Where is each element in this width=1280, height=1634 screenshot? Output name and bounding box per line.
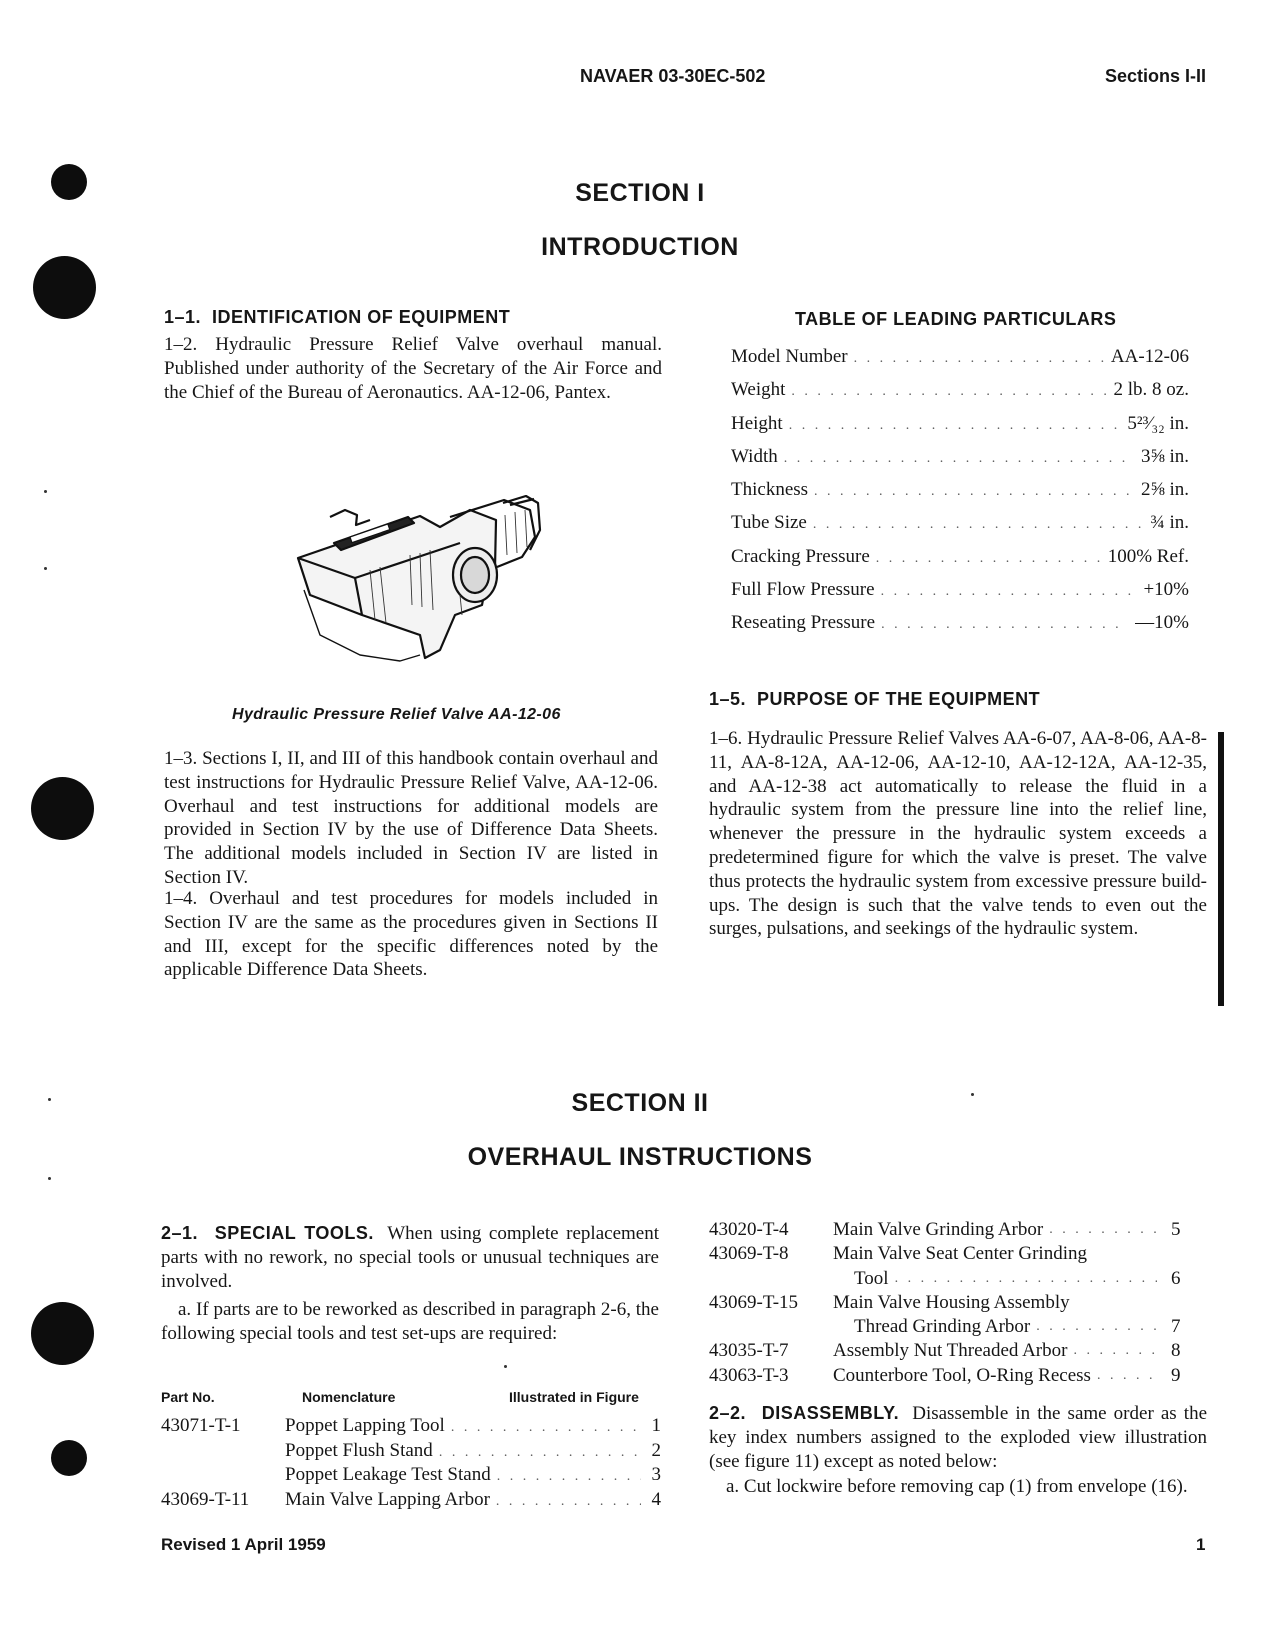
section-1-number: SECTION I	[575, 179, 705, 207]
tool-name-text: Thread Grinding Arbor	[854, 1316, 1031, 1338]
disassembly-paragraph	[709, 1402, 1207, 1473]
tool-part-number: 43069-T-15	[709, 1291, 799, 1313]
special-tools-intro: When using complete replacement parts with no rework, no special tools or unusual techniques are involved.	[161, 1223, 659, 1292]
tool-part-number: 43020-T-4	[709, 1219, 789, 1240]
tool-name-text: Main Valve Housing Assembly	[833, 1291, 1070, 1313]
tool-row	[161, 1489, 661, 1514]
column-header-part-no: Part No.	[161, 1389, 215, 1405]
page-number: 1	[1196, 1535, 1206, 1554]
binder-hole-middle	[31, 777, 94, 840]
identification-heading: 1–1. IDENTIFICATION OF EQUIPMENT	[164, 307, 511, 327]
revision-date: Revised 1 April 1959	[161, 1535, 326, 1554]
leader-dots	[784, 451, 1135, 467]
tool-name	[854, 1267, 1163, 1291]
purpose-paragraph: 1–6. Hydraulic Pressure Relief Valves AA-6-07, AA-8-06, AA-8-11, AA-8-12A, AA-12-06, AA-12-10, AA-12-12A, AA-12-35, and AA-12-38 act automatically to release the fluid in a hydraulic system from the pressure line into the relief line, whenever the pressure in the hydraulic system exceeds a predetermined figure for which the valve is preset. The valve thus protects the hydraulic system from excessive pressure build-ups. The design is such that the valve tends to even out the surges, pulsations, and seekings of the hydraulic system.	[709, 728, 1207, 940]
purpose-heading: 1–5. PURPOSE OF THE EQUIPMENT	[709, 689, 1041, 709]
tool-part-number: 43069-T-11	[161, 1488, 250, 1510]
change-bar	[1218, 732, 1224, 1006]
tool-name	[833, 1218, 1163, 1242]
lp-value: 5²³⁄₃₂ in.	[1127, 412, 1189, 434]
leader-dots	[881, 584, 1138, 600]
lp-value: +10%	[1143, 579, 1189, 601]
tool-row-continued	[709, 1315, 1189, 1339]
tool-row	[161, 1464, 661, 1489]
binder-hole-upper	[33, 256, 96, 319]
lp-label: Reseating Pressure	[731, 612, 876, 634]
tool-figure: 8	[1171, 1340, 1181, 1362]
tool-name	[833, 1339, 1163, 1363]
tool-figure: 5	[1171, 1219, 1181, 1240]
tool-name-text: Poppet Lapping Tool	[285, 1415, 445, 1436]
special-tools-para-a: a. If parts are to be reworked as described in paragraph 2-6, the following special tools and test set-ups are required:	[161, 1299, 659, 1344]
tool-row	[709, 1364, 1189, 1388]
tool-figure: 2	[651, 1439, 661, 1461]
tool-figure: 7	[1171, 1316, 1181, 1338]
tool-name-text: Counterbore Tool, O-Ring Recess	[833, 1364, 1091, 1386]
lp-label: Model Number	[731, 346, 848, 367]
column-header-figure: Illustrated in Figure	[509, 1389, 639, 1405]
tool-part-number: 43071-T-1	[161, 1415, 241, 1436]
tool-name-text: Assembly Nut Threaded Arbor	[833, 1340, 1068, 1362]
lp-row	[731, 512, 1189, 545]
special-tools-heading: 2–1. SPECIAL TOOLS.	[161, 1223, 374, 1243]
speck	[504, 1365, 507, 1368]
leader-dots	[854, 351, 1105, 367]
tool-name-text: Main Valve Lapping Arbor	[285, 1488, 490, 1510]
lp-label: Width	[731, 445, 778, 467]
leader-dots	[496, 1494, 641, 1510]
leader-dots	[789, 418, 1122, 434]
tool-name	[285, 1440, 647, 1462]
speck	[44, 567, 47, 570]
identification-paragraph: 1–2. Hydraulic Pressure Relief Valve overhaul manual. Published under authority of the Secretary of the Air Force and the Chief of the Bureau of Aeronautics. AA-12-06, Pantex.	[164, 334, 662, 403]
tools-table-left	[161, 1415, 661, 1513]
leading-particulars-table	[731, 346, 1189, 646]
tool-row-continued	[709, 1267, 1189, 1291]
tool-part-number: 43063-T-3	[709, 1364, 789, 1386]
tool-part-number: 43069-T-8	[709, 1243, 789, 1265]
speck	[44, 490, 47, 493]
tool-name-text: Poppet Leakage Test Stand	[285, 1464, 491, 1485]
lp-value: 2 lb. 8 oz.	[1113, 379, 1189, 401]
lp-row	[731, 579, 1189, 612]
disassembly-para-a: a. Cut lockwire before removing cap (1) from envelope (16).	[726, 1476, 1188, 1497]
lp-value: 100% Ref.	[1107, 545, 1189, 567]
tool-figure: 1	[651, 1415, 661, 1436]
leader-dots	[439, 1445, 641, 1461]
lp-label: Cracking Pressure	[731, 545, 870, 567]
paragraph-1-4: 1–4. Overhaul and test procedures for models included in Section IV are the same as the procedures given in Sections II and III, except for the specific differences noted by the applicable Difference Data Sheets.	[164, 888, 658, 981]
tool-name-text: Main Valve Grinding Arbor	[833, 1219, 1044, 1240]
tool-name	[285, 1415, 647, 1437]
lp-value: ¾ in.	[1150, 512, 1189, 534]
lp-row	[731, 446, 1189, 479]
lp-row	[731, 379, 1189, 412]
lp-value: —10%	[1135, 612, 1189, 634]
binder-hole-lower	[31, 1302, 94, 1365]
disassembly-heading: 2–2. DISASSEMBLY.	[709, 1403, 900, 1423]
tool-row	[709, 1218, 1189, 1242]
lp-row	[731, 546, 1189, 579]
leader-dots	[497, 1469, 641, 1485]
leader-dots	[895, 1267, 1157, 1291]
lp-label: Weight	[731, 379, 786, 401]
tool-part-number: 43035-T-7	[709, 1340, 789, 1362]
lp-value: AA-12-06	[1110, 346, 1189, 367]
doc-number: NAVAER 03-30EC-502	[580, 66, 766, 86]
tool-name	[285, 1489, 647, 1511]
lp-row	[731, 479, 1189, 512]
section-2-number: SECTION II	[571, 1089, 709, 1117]
tool-row	[709, 1339, 1189, 1363]
tool-name-text: Tool	[854, 1267, 889, 1289]
leader-dots	[813, 517, 1145, 533]
figure-caption: Hydraulic Pressure Relief Valve AA-12-06	[232, 706, 561, 723]
tool-name	[854, 1315, 1163, 1339]
lp-row	[731, 413, 1189, 446]
leader-dots	[814, 484, 1135, 500]
leader-dots	[876, 551, 1102, 567]
lp-label: Thickness	[731, 479, 809, 501]
sections-label: Sections I-II	[1105, 66, 1207, 86]
leader-dots	[451, 1420, 641, 1436]
tools-table-right	[709, 1218, 1189, 1388]
lp-row	[731, 612, 1189, 645]
leader-dots	[1036, 1315, 1157, 1339]
section-2-title: OVERHAUL INSTRUCTIONS	[467, 1143, 813, 1171]
tool-row	[709, 1291, 1189, 1315]
tool-row	[161, 1415, 661, 1440]
tool-name	[833, 1364, 1163, 1388]
leader-dots	[881, 617, 1129, 633]
relief-valve-illustration	[290, 495, 560, 665]
tool-figure: 9	[1171, 1364, 1181, 1386]
leader-dots	[1097, 1364, 1157, 1388]
tool-row	[709, 1242, 1189, 1266]
special-tools-paragraph	[161, 1222, 659, 1293]
leader-dots	[1073, 1339, 1157, 1363]
leader-dots	[791, 384, 1107, 400]
speck	[48, 1177, 51, 1180]
tool-figure: 6	[1171, 1267, 1181, 1289]
lp-label: Tube Size	[731, 512, 807, 534]
lp-row	[731, 346, 1189, 379]
binder-hole-bottom	[51, 1440, 87, 1476]
column-header-nomenclature: Nomenclature	[302, 1389, 396, 1405]
disassembly-intro: Disassemble in the same order as the key index numbers assigned to the exploded view illustration (see figure 11) except as noted below:	[709, 1403, 1208, 1472]
tool-figure: 3	[651, 1464, 661, 1485]
leading-particulars-title: TABLE OF LEADING PARTICULARS	[795, 309, 1117, 329]
lp-value: 2⅝ in.	[1140, 479, 1189, 501]
tool-name-text: Main Valve Seat Center Grinding	[833, 1243, 1087, 1265]
paragraph-1-3: 1–3. Sections I, II, and III of this handbook contain overhaul and test instructions for Hydraulic Pressure Relief Valve, AA-12-06. Overhaul and test instructions for additional models are provided in Section IV by the use of Difference Data Sheets. The additional models included in Section IV are listed in Section IV.	[164, 748, 658, 888]
leader-dots	[1049, 1218, 1157, 1242]
lp-label: Full Flow Pressure	[731, 579, 875, 601]
tool-name-text: Poppet Flush Stand	[285, 1439, 433, 1461]
section-1-title: INTRODUCTION	[541, 233, 739, 261]
tool-name	[285, 1464, 647, 1486]
tool-row	[161, 1440, 661, 1465]
tool-figure: 4	[651, 1488, 661, 1510]
lp-label: Height	[731, 412, 783, 434]
lp-value: 3⅝ in.	[1140, 445, 1189, 467]
